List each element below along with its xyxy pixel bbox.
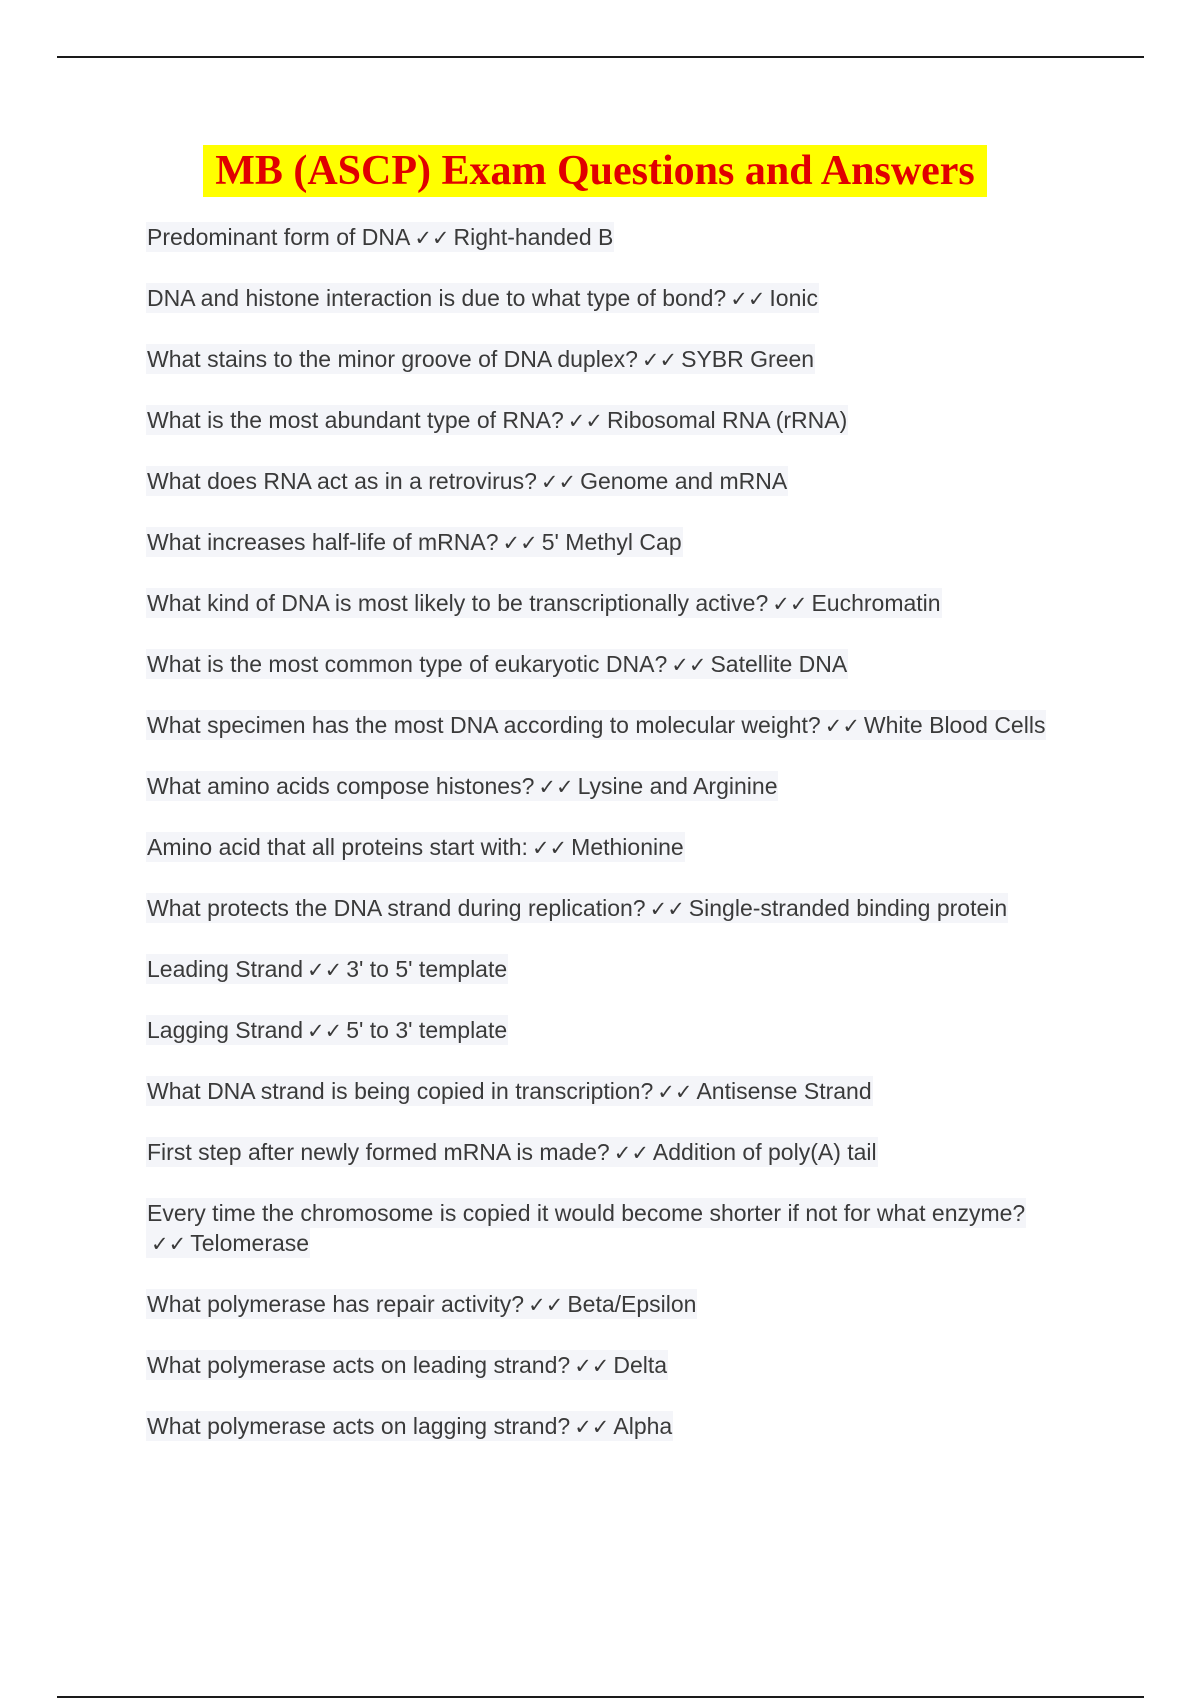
answer-text: Beta/Epsilon xyxy=(567,1291,697,1317)
question-text: What polymerase acts on leading strand? xyxy=(147,1352,571,1378)
question-text: What is the most abundant type of RNA? xyxy=(147,407,564,433)
qa-item xyxy=(146,1289,1076,1320)
question-text: What kind of DNA is most likely to be transcriptionally active? xyxy=(147,590,769,616)
answer-text: Ionic xyxy=(769,285,819,311)
question-text: Lagging Strand xyxy=(147,1017,304,1043)
check-icon: ✓✓ xyxy=(414,226,450,250)
answer-text: SYBR Green xyxy=(681,346,815,372)
qa-item xyxy=(146,649,1076,680)
qa-item xyxy=(146,466,1076,497)
check-icon: ✓✓ xyxy=(641,348,678,372)
answer-text: 5' Methyl Cap xyxy=(541,529,682,555)
question-text: What specimen has the most DNA according to molecular weight? xyxy=(147,712,821,738)
check-icon: ✓✓ xyxy=(824,714,860,738)
qa-item xyxy=(146,222,1076,253)
qa-list xyxy=(146,222,1076,1472)
qa-item xyxy=(146,1076,1076,1107)
question-text: Predominant form of DNA xyxy=(147,224,411,250)
qa-item xyxy=(146,1015,1076,1046)
qa-item xyxy=(146,771,1076,802)
qa-item xyxy=(146,893,1076,924)
question-text: First step after newly formed mRNA is made? xyxy=(147,1139,610,1165)
answer-text: Right-handed B xyxy=(453,224,614,250)
qa-item xyxy=(146,1411,1076,1442)
check-icon: ✓✓ xyxy=(613,1141,649,1165)
page-title: MB (ASCP) Exam Questions and Answers xyxy=(203,145,987,197)
qa-item xyxy=(146,954,1076,985)
qa-item xyxy=(146,710,1076,741)
title-wrap xyxy=(0,145,1200,197)
answer-text: White Blood Cells xyxy=(863,712,1046,738)
qa-item xyxy=(146,832,1076,863)
question-text: What does RNA act as in a retrovirus? xyxy=(147,468,537,494)
question-text: What amino acids compose histones? xyxy=(147,773,535,799)
question-text: What stains to the minor groove of DNA duplex? xyxy=(147,346,638,372)
answer-text: 5' to 3' template xyxy=(346,1017,508,1043)
question-text: Leading Strand xyxy=(147,956,304,982)
question-text: What protects the DNA strand during replication? xyxy=(147,895,646,921)
check-icon: ✓✓ xyxy=(538,775,574,799)
check-icon: ✓✓ xyxy=(528,1293,564,1317)
check-icon: ✓✓ xyxy=(540,470,577,494)
answer-text: Euchromatin xyxy=(811,590,941,616)
check-icon: ✓✓ xyxy=(531,836,568,860)
qa-item xyxy=(146,1350,1076,1381)
check-icon: ✓✓ xyxy=(567,409,603,433)
question-text: What is the most common type of eukaryotic DNA? xyxy=(147,651,668,677)
question-text: What polymerase has repair activity? xyxy=(147,1291,525,1317)
check-icon: ✓✓ xyxy=(649,897,685,921)
check-icon: ✓✓ xyxy=(307,1019,343,1043)
check-icon: ✓✓ xyxy=(730,287,766,311)
check-icon: ✓✓ xyxy=(772,592,808,616)
qa-item xyxy=(146,588,1076,619)
question-text: Every time the chromosome is copied it would become shorter if not for what enzyme? xyxy=(147,1200,1026,1226)
check-icon: ✓✓ xyxy=(574,1354,610,1378)
answer-text: Delta xyxy=(613,1352,668,1378)
question-text: What polymerase acts on lagging strand? xyxy=(147,1413,571,1439)
question-text: DNA and histone interaction is due to what type of bond? xyxy=(147,285,727,311)
check-icon: ✓✓ xyxy=(151,1232,187,1256)
question-text: What increases half-life of mRNA? xyxy=(147,529,499,555)
answer-text: Genome and mRNA xyxy=(580,468,788,494)
question-text: What DNA strand is being copied in transcription? xyxy=(147,1078,654,1104)
check-icon: ✓✓ xyxy=(574,1415,610,1439)
bottom-rule xyxy=(57,1696,1144,1698)
qa-item xyxy=(146,344,1076,375)
qa-item xyxy=(146,1198,1076,1259)
top-rule xyxy=(57,56,1144,58)
check-icon: ✓✓ xyxy=(657,1080,693,1104)
qa-item xyxy=(146,1137,1076,1168)
qa-item xyxy=(146,527,1076,558)
answer-text: Antisense Strand xyxy=(696,1078,872,1104)
qa-item xyxy=(146,405,1076,436)
answer-text: Ribosomal RNA (rRNA) xyxy=(606,407,848,433)
check-icon: ✓✓ xyxy=(307,958,343,982)
answer-text: Methionine xyxy=(571,834,684,860)
answer-text: Telomerase xyxy=(190,1230,310,1256)
question-text: Amino acid that all proteins start with: xyxy=(147,834,528,860)
answer-text: Satellite DNA xyxy=(710,651,848,677)
answer-text: Addition of poly(A) tail xyxy=(652,1139,877,1165)
check-icon: ✓✓ xyxy=(502,531,538,555)
check-icon: ✓✓ xyxy=(671,653,707,677)
answer-text: 3' to 5' template xyxy=(346,956,508,982)
answer-text: Alpha xyxy=(613,1413,673,1439)
qa-item xyxy=(146,283,1076,314)
answer-text: Single-stranded binding protein xyxy=(688,895,1008,921)
answer-text: Lysine and Arginine xyxy=(577,773,778,799)
